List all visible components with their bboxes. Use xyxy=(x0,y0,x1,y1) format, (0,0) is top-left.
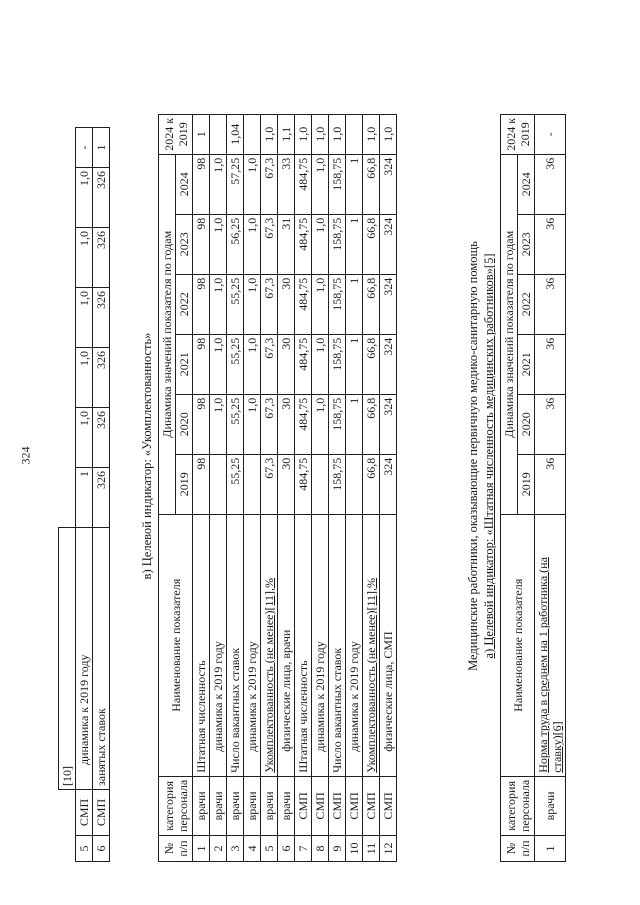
cell-category: врачи xyxy=(210,776,227,835)
cell-value: 324 xyxy=(380,274,397,334)
cell-ratio: 1 xyxy=(93,128,110,168)
top-table xyxy=(58,127,110,862)
cell-ratio: - xyxy=(76,128,93,168)
cell-ratio: - xyxy=(535,114,566,154)
col-header-year: 2022 xyxy=(176,274,193,334)
cell-category: СМП xyxy=(295,776,312,835)
cell-value: 98 xyxy=(193,214,210,274)
cell-value: 67,3 xyxy=(261,214,278,274)
rotated-page-content xyxy=(58,50,618,862)
cell-value: 484,75 xyxy=(295,154,312,214)
cell-value: 326 xyxy=(93,408,110,468)
cell-value: 55,25 xyxy=(227,274,244,334)
col-header-year: 2021 xyxy=(518,334,535,394)
table-row xyxy=(261,114,278,861)
cell-value: 66,8 xyxy=(363,214,380,274)
cell-value: 30 xyxy=(278,394,295,454)
cell-value: 1,0 xyxy=(76,348,93,408)
cell-ratio: 1,0 xyxy=(312,114,329,154)
cell-ratio: 1,04 xyxy=(227,114,244,154)
cell-value: 66,8 xyxy=(363,394,380,454)
cell-ratio: 1,0 xyxy=(329,114,346,154)
col-header-year: 2019 xyxy=(518,454,535,514)
cell-value: 324 xyxy=(380,214,397,274)
cell-value: 98 xyxy=(193,334,210,394)
cell-category: СМП xyxy=(380,776,397,835)
col-header-num: № п/п xyxy=(501,836,535,862)
cell-category: врачи xyxy=(244,776,261,835)
cell-category: СМП xyxy=(312,776,329,835)
cell-num: 6 xyxy=(278,836,295,862)
cell-value: 33 xyxy=(278,154,295,214)
col-header-num: № п/п xyxy=(159,836,193,862)
cell-value: 67,3 xyxy=(261,154,278,214)
cell-value: 55,25 xyxy=(227,394,244,454)
col-header-year: 2023 xyxy=(518,214,535,274)
cell-value: 1 xyxy=(346,394,363,454)
cell-value: 66,8 xyxy=(363,274,380,334)
cell-value: 484,75 xyxy=(295,274,312,334)
col-header-dynamics: Динамика значений показателя по годам xyxy=(501,154,518,514)
table-header-row xyxy=(159,114,176,861)
cell-num: 5 xyxy=(261,836,278,862)
cell-category: врачи xyxy=(193,776,210,835)
col-header-name: Наименование показателя xyxy=(159,514,193,776)
cell-value: 36 xyxy=(535,334,566,394)
cell-value: 1 xyxy=(346,274,363,334)
cell-num: 11 xyxy=(363,836,380,862)
table-row xyxy=(535,114,566,861)
cell-indicator: Штатная численность xyxy=(193,514,210,776)
cell-value: 1,0 xyxy=(244,334,261,394)
cell-value: 326 xyxy=(93,348,110,408)
cell-category: СМП xyxy=(329,776,346,835)
cell-num: 2 xyxy=(210,836,227,862)
cell-indicator: занятых ставок xyxy=(93,528,110,790)
cell-value: 36 xyxy=(535,394,566,454)
cell-value: 1 xyxy=(346,214,363,274)
col-header-year: 2020 xyxy=(176,394,193,454)
cell-indicator xyxy=(261,514,278,776)
cell-value: 36 xyxy=(535,454,566,514)
indicator-label: Укомплектованность (не менее)[11],% xyxy=(364,577,378,773)
cell-value: 1,0 xyxy=(210,394,227,454)
cell-ratio xyxy=(346,114,363,154)
cell-value: 326 xyxy=(93,168,110,228)
indicator-b-table xyxy=(158,114,397,862)
cell-value: 57,25 xyxy=(227,154,244,214)
indicator-a-table xyxy=(500,114,566,862)
cell-value: 98 xyxy=(193,394,210,454)
table-row xyxy=(295,114,312,861)
cell-value: 1,0 xyxy=(76,168,93,228)
cell-value: 1,0 xyxy=(210,154,227,214)
cell-value: 66,8 xyxy=(363,334,380,394)
cell-value: 484,75 xyxy=(295,454,312,514)
cell-value: 1,0 xyxy=(210,274,227,334)
cell-indicator xyxy=(535,514,566,776)
cell-category: СМП xyxy=(346,776,363,835)
cell-value xyxy=(244,454,261,514)
cell-indicator: динамика к 2019 году xyxy=(244,514,261,776)
cell-value: 324 xyxy=(380,454,397,514)
cell-ratio: 1,0 xyxy=(380,114,397,154)
cell-value: 1 xyxy=(346,154,363,214)
cell-num: 7 xyxy=(295,836,312,862)
cell-ratio: 1,1 xyxy=(278,114,295,154)
cell-num: 1 xyxy=(535,836,566,862)
cell-value: 158,75 xyxy=(329,214,346,274)
cell-indicator: Число вакантных ставок xyxy=(227,514,244,776)
cell-value: 158,75 xyxy=(329,394,346,454)
cell-value xyxy=(312,454,329,514)
table-row xyxy=(312,114,329,861)
cell-value: 324 xyxy=(380,154,397,214)
indicator-label: Укомплектованность (не менее)[11],% xyxy=(262,577,276,773)
cell-category: врачи xyxy=(535,776,566,835)
col-header-category: категория персонала xyxy=(501,776,535,835)
cell-value: 1,0 xyxy=(312,394,329,454)
cell-value: 324 xyxy=(380,394,397,454)
cell-value xyxy=(210,454,227,514)
cell-value: 1,0 xyxy=(312,154,329,214)
cell-value: 30 xyxy=(278,454,295,514)
table-row xyxy=(210,114,227,861)
cell-indicator: динамика к 2019 году xyxy=(76,528,93,790)
cell-value: 1,0 xyxy=(76,408,93,468)
cell-value: 1 xyxy=(76,468,93,528)
cell-indicator xyxy=(363,514,380,776)
cell-value: 55,25 xyxy=(227,334,244,394)
cell-value: 1 xyxy=(346,334,363,394)
indicator-b-caption: в) Целевой индикатор: «Укомплектованность» xyxy=(140,332,154,580)
table-row xyxy=(59,128,76,862)
cell-value: 1,0 xyxy=(312,274,329,334)
col-header-year: 2021 xyxy=(176,334,193,394)
cell-category: врачи xyxy=(278,776,295,835)
cell-value: 1,0 xyxy=(244,274,261,334)
page-number: 324 xyxy=(18,446,33,465)
cell-value: 326 xyxy=(93,288,110,348)
table-row xyxy=(363,114,380,861)
fragment-label: [10] xyxy=(59,528,76,790)
cell-value: 67,3 xyxy=(261,334,278,394)
table-row xyxy=(278,114,295,861)
col-header-ratio: 2024 к 2019 xyxy=(501,114,535,154)
col-header-ratio: 2024 к 2019 xyxy=(159,114,193,154)
cell-value: 326 xyxy=(93,468,110,528)
cell-ratio: 1 xyxy=(193,114,210,154)
cell-value: 1,0 xyxy=(210,334,227,394)
cell-value: 1,0 xyxy=(76,228,93,288)
table-row xyxy=(346,114,363,861)
cell-value: 67,3 xyxy=(261,454,278,514)
col-header-year: 2024 xyxy=(176,154,193,214)
table-row xyxy=(227,114,244,861)
col-header-year: 2020 xyxy=(518,394,535,454)
table-header-row xyxy=(501,114,518,861)
cell-ratio: 1,0 xyxy=(295,114,312,154)
cell-value: 158,75 xyxy=(329,274,346,334)
cell-value: 1,0 xyxy=(312,334,329,394)
cell-value: 98 xyxy=(193,274,210,334)
cell-indicator: динамика к 2019 году xyxy=(346,514,363,776)
cell-value: 484,75 xyxy=(295,394,312,454)
col-header-dynamics: Динамика значений показателя по годам xyxy=(159,154,176,514)
cell-value: 484,75 xyxy=(295,334,312,394)
cell-value: 98 xyxy=(193,454,210,514)
cell-num: 1 xyxy=(193,836,210,862)
cell-value: 36 xyxy=(535,274,566,334)
cell-num: 5 xyxy=(76,836,93,862)
cell-value: 158,75 xyxy=(329,154,346,214)
table-row xyxy=(93,128,110,862)
cell-value: 66,8 xyxy=(363,454,380,514)
cell-indicator: физические лица, СМП xyxy=(380,514,397,776)
cell-category: врачи xyxy=(227,776,244,835)
cell-ratio: 1,0 xyxy=(363,114,380,154)
cell-ratio xyxy=(244,114,261,154)
cell-value: 31 xyxy=(278,214,295,274)
col-header-year: 2019 xyxy=(176,454,193,514)
cell-value: 66,8 xyxy=(363,154,380,214)
table-row xyxy=(244,114,261,861)
cell-indicator: Штатная численность xyxy=(295,514,312,776)
cell-num: 3 xyxy=(227,836,244,862)
cell-num: 10 xyxy=(346,836,363,862)
cell-value: 36 xyxy=(535,214,566,274)
col-header-year: 2022 xyxy=(518,274,535,334)
table-row xyxy=(329,114,346,861)
indicator-label: Норма труда в среднем на 1 работника (на ставку)[6] xyxy=(536,557,564,773)
cell-value: 158,75 xyxy=(329,454,346,514)
cell-num: 12 xyxy=(380,836,397,862)
cell-num: 8 xyxy=(312,836,329,862)
cell-value: 36 xyxy=(535,154,566,214)
cell-category: СМП xyxy=(93,790,110,836)
cell-category: врачи xyxy=(261,776,278,835)
cell-value: 30 xyxy=(278,334,295,394)
cell-value: 1,0 xyxy=(244,214,261,274)
cell-value: 1,0 xyxy=(76,288,93,348)
cell-value: 67,3 xyxy=(261,394,278,454)
cell-value: 67,3 xyxy=(261,274,278,334)
cell-indicator: динамика к 2019 году xyxy=(312,514,329,776)
col-header-name: Наименование показателя xyxy=(501,514,535,776)
indicator-a-caption: а) Целевой индикатор: «Штатная численность медицинских работников»[5] xyxy=(482,253,496,659)
cell-value: 326 xyxy=(93,228,110,288)
cell-value: 30 xyxy=(278,274,295,334)
col-header-year: 2023 xyxy=(176,214,193,274)
cell-value: 1,0 xyxy=(244,154,261,214)
cell-value: 1,0 xyxy=(244,394,261,454)
cell-ratio xyxy=(210,114,227,154)
section-title: Медицинские работники, оказывающие первичную медико-санитарную помощь xyxy=(466,241,480,671)
cell-value: 1,0 xyxy=(210,214,227,274)
cell-category: СМП xyxy=(76,790,93,836)
cell-num: 6 xyxy=(93,836,110,862)
cell-indicator: физические лица, врачи xyxy=(278,514,295,776)
cell-value: 98 xyxy=(193,154,210,214)
table-row xyxy=(380,114,397,861)
cell-category: СМП xyxy=(363,776,380,835)
cell-value xyxy=(346,454,363,514)
col-header-category: категория персонала xyxy=(159,776,193,835)
cell-value: 1,0 xyxy=(312,214,329,274)
cell-value: 484,75 xyxy=(295,214,312,274)
cell-value: 55,25 xyxy=(227,454,244,514)
cell-value: 324 xyxy=(380,334,397,394)
cell-indicator: Число вакантных ставок xyxy=(329,514,346,776)
cell-num: 9 xyxy=(329,836,346,862)
cell-value: 158,75 xyxy=(329,334,346,394)
cell-num: 4 xyxy=(244,836,261,862)
cell-value: 56,25 xyxy=(227,214,244,274)
col-header-year: 2024 xyxy=(518,154,535,214)
table-row xyxy=(193,114,210,861)
table-row xyxy=(76,128,93,862)
cell-indicator: динамика к 2019 году xyxy=(210,514,227,776)
cell-ratio: 1,0 xyxy=(261,114,278,154)
